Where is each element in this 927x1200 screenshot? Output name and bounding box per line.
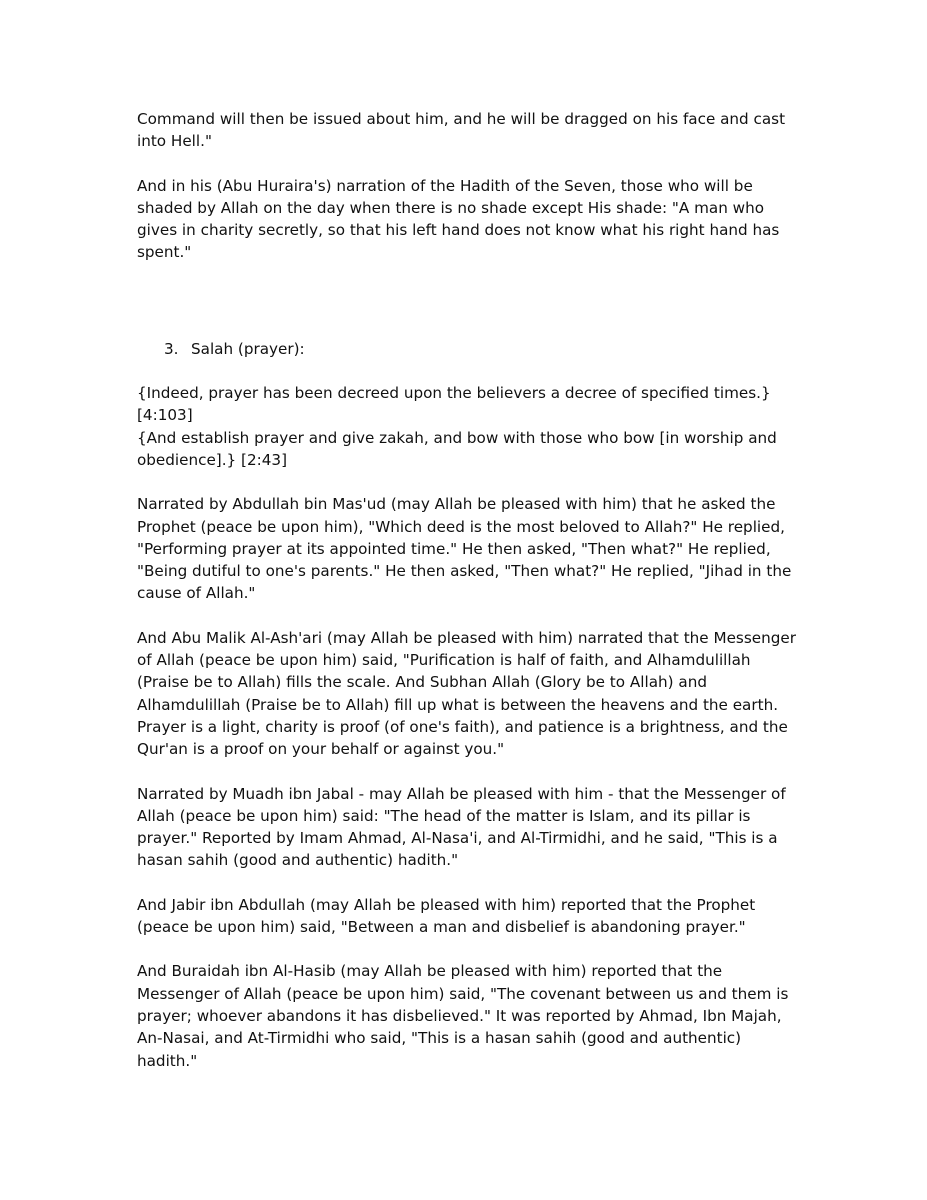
document-body — [137, 108, 797, 1094]
paragraph-muadh-ibn-jabal: Narrated by Muadh ibn Jabal - may Allah be pleased with him - that the Messenger of Allah (peace be upon him) said: "The head of the matter is Islam, and its pillar is prayer." Reported by Imam Ahmad, Al-Nasa'i, and Al-Tirmidhi, and he said, "This is a hasan sahih (good and authentic) hadith." — [137, 784, 786, 870]
paragraph-hell-command: Command will then be issued about him, and he will be dragged on his face and cast into Hell." — [137, 110, 786, 151]
list-item-number: 3. — [164, 339, 179, 358]
paragraph-abdullah-bin-masud: Narrated by Abdullah bin Mas'ud (may Allah be pleased with him) that he asked the Prophet (peace be upon him), "Which deed is the most beloved to Allah?" He replied, "Performing prayer at its appointed time." He then asked, "Then what?" He replied, "Being dutiful to one's parents." He then asked, "Then what?" He replied, "Jihad in the cause of Allah." — [137, 495, 792, 603]
list-item-label: Salah (prayer): — [191, 339, 305, 358]
paragraph-buraidah: And Buraidah ibn Al-Hasib (may Allah be pleased with him) reported that the Messenger of Allah (peace be upon him) said, "The covenant between us and them is prayer; whoever abandons it has disbelieved." It was reported by Ahmad, Ibn Majah, An-Nasai, and At-Tirmidhi who said, "This is a hasan sahih (good and authentic) hadith." — [137, 962, 789, 1070]
verse-block — [137, 382, 797, 471]
paragraph-abu-malik: And Abu Malik Al-Ash'ari (may Allah be pleased with him) narrated that the Messenger of Allah (peace be upon him) said, "Purification is half of faith, and Alhamdulillah (Praise be to Allah) fills the scale. And Subhan Allah (Glory be to Allah) and Alhamdulillah (Praise be to Allah) fill up what is between the heavens and the earth. Prayer is a light, charity is proof (of one's faith), and patience is a brightness, and the Qur'an is a proof on your behalf or against you." — [137, 628, 796, 759]
paragraph-jabir-ibn-abdullah: And Jabir ibn Abdullah (may Allah be pleased with him) reported that the Prophet (peace be upon him) said, "Between a man and disbelief is abandoning prayer." — [137, 895, 756, 937]
section-spacer — [137, 286, 797, 338]
paragraph-hadith-of-seven: And in his (Abu Huraira's) narration of the Hadith of the Seven, those who will be shaded by Allah on the day when there is no shade except His shade: "A man who gives in charity secretly, so that his left hand does not know what his right hand has spent." — [137, 176, 780, 262]
verse-4-103: {Indeed, prayer has been decreed upon the believers a decree of specified times.} [4:103] — [137, 384, 771, 425]
list-item-salah — [137, 338, 797, 360]
verse-2-43: {And establish prayer and give zakah, and bow with those who bow [in worship and obedience].} [2:43] — [137, 428, 777, 469]
